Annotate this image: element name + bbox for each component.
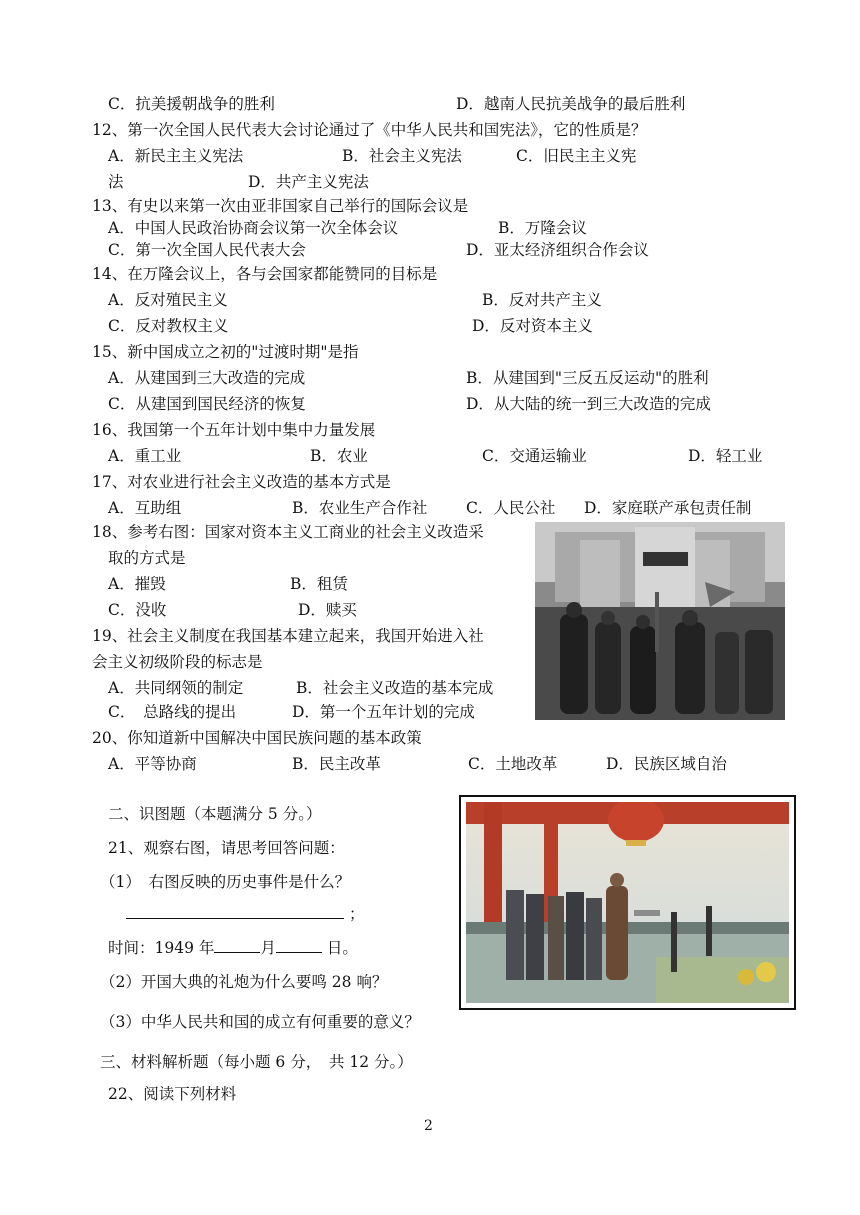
q14-option-b: B．反对共产主义 <box>482 291 602 309</box>
section-2-heading: 二、识图题（本题满分 5 分。） <box>108 805 322 823</box>
q19-option-c: C． 总路线的提出 <box>108 703 237 721</box>
q16-option-b: B．农业 <box>310 447 368 465</box>
day-label: 日。 <box>326 939 358 957</box>
day-blank[interactable] <box>276 938 322 953</box>
q12-option-c: C．旧民主主义宪 <box>516 147 637 165</box>
q11-option-c: C．抗美援朝战争的胜利 <box>108 95 275 113</box>
event-answer-blank[interactable] <box>126 904 344 919</box>
q19-stem: 19、社会主义制度在我国基本建立起来，我国开始进入社 <box>92 627 484 645</box>
q14-option-a: A．反对殖民主义 <box>108 291 228 309</box>
q12-option-d: D．共产主义宪法 <box>248 173 369 191</box>
semicolon: ； <box>348 905 365 923</box>
time-prefix: 时间：1949 年 <box>108 939 215 957</box>
q20-option-c: C．土地改革 <box>468 755 558 773</box>
month-blank[interactable] <box>214 938 260 953</box>
q18-option-a: A．摧毁 <box>108 575 166 593</box>
q18-option-d: D．赎买 <box>298 601 357 619</box>
q15-stem: 15、新中国成立之初的"过渡时期"是指 <box>92 343 359 361</box>
q21-sub2: （2）开国大典的礼炮为什么要鸣 28 响？ <box>100 973 388 991</box>
q19-option-a: A．共同纲领的制定 <box>108 679 244 697</box>
founding-ceremony-frame <box>459 795 796 1010</box>
q13-option-d: D．亚太经济组织合作会议 <box>466 241 649 259</box>
q17-option-d: D．家庭联产承包责任制 <box>584 499 752 517</box>
q18-stem: 18、参考右图：国家对资本主义工商业的社会主义改造采 <box>92 523 484 541</box>
q20-option-b: B．民主改革 <box>292 755 381 773</box>
q17-option-c: C．人民公社 <box>466 499 556 517</box>
q12-option-c-cont: 法 <box>108 173 124 191</box>
q12-option-b: B．社会主义宪法 <box>342 147 462 165</box>
q21-sub3: （3）中华人民共和国的成立有何重要的意义？ <box>100 1013 420 1031</box>
procession-photo <box>535 522 785 720</box>
founding-ceremony-painting <box>466 802 789 1003</box>
q13-option-c: C．第一次全国人民代表大会 <box>108 241 306 259</box>
q15-option-a: A．从建国到三大改造的完成 <box>108 369 306 387</box>
q20-stem: 20、你知道新中国解决中国民族问题的基本政策 <box>92 729 422 747</box>
q13-option-b: B．万隆会议 <box>498 219 587 237</box>
q12-stem: 12、第一次全国人民代表大会讨论通过了《中华人民共和国宪法》，它的性质是？ <box>92 121 647 139</box>
q16-option-a: A．重工业 <box>108 447 182 465</box>
q12-option-a: A．新民主主义宪法 <box>108 147 244 165</box>
q15-option-c: C．从建国到国民经济的恢复 <box>108 395 306 413</box>
q17-option-a: A．互助组 <box>108 499 182 517</box>
q18-stem-cont: 取的方式是 <box>108 549 186 567</box>
q18-option-b: B．租赁 <box>290 575 348 593</box>
q16-option-c: C．交通运输业 <box>482 447 587 465</box>
q21-sub1: （1） 右图反映的历史事件是什么？ <box>100 873 351 891</box>
q16-stem: 16、我国第一个五年计划中集中力量发展 <box>92 421 376 439</box>
q20-option-d: D．民族区域自治 <box>606 755 727 773</box>
q19-option-b: B．社会主义改造的基本完成 <box>296 679 494 697</box>
q21-answer-line <box>126 904 364 924</box>
q13-option-a: A．中国人民政治协商会议第一次全体会议 <box>108 219 399 237</box>
q14-stem: 14、在万隆会议上，各与会国家都能赞同的目标是 <box>92 265 438 283</box>
q22-stem: 22、阅读下列材料 <box>108 1085 237 1103</box>
q19-option-d: D．第一个五年计划的完成 <box>292 703 475 721</box>
q17-option-b: B．农业生产合作社 <box>292 499 428 517</box>
q16-option-d: D．轻工业 <box>688 447 763 465</box>
q15-option-d: D．从大陆的统一到三大改造的完成 <box>466 395 711 413</box>
q21-stem: 21、观察右图，请思考回答问题： <box>108 839 345 857</box>
page-number: 2 <box>424 1118 433 1134</box>
q15-option-b: B．从建国到"三反五反运动"的胜利 <box>466 369 709 387</box>
q14-option-c: C．反对教权主义 <box>108 317 229 335</box>
section-3-heading: 三、材料解析题（每小题 6 分， 共 12 分。） <box>100 1053 413 1071</box>
q11-option-d: D．越南人民抗美战争的最后胜利 <box>456 95 686 113</box>
month-label: 月 <box>260 939 276 957</box>
q19-stem-cont: 会主义初级阶段的标志是 <box>92 653 263 671</box>
q14-option-d: D．反对资本主义 <box>472 317 593 335</box>
q20-option-a: A．平等协商 <box>108 755 197 773</box>
q17-stem: 17、对农业进行社会主义改造的基本方式是 <box>92 473 391 491</box>
q13-stem: 13、有史以来第一次由亚非国家自己举行的国际会议是 <box>92 197 469 215</box>
q18-option-c: C．没收 <box>108 601 167 619</box>
q21-time-line <box>108 938 358 958</box>
